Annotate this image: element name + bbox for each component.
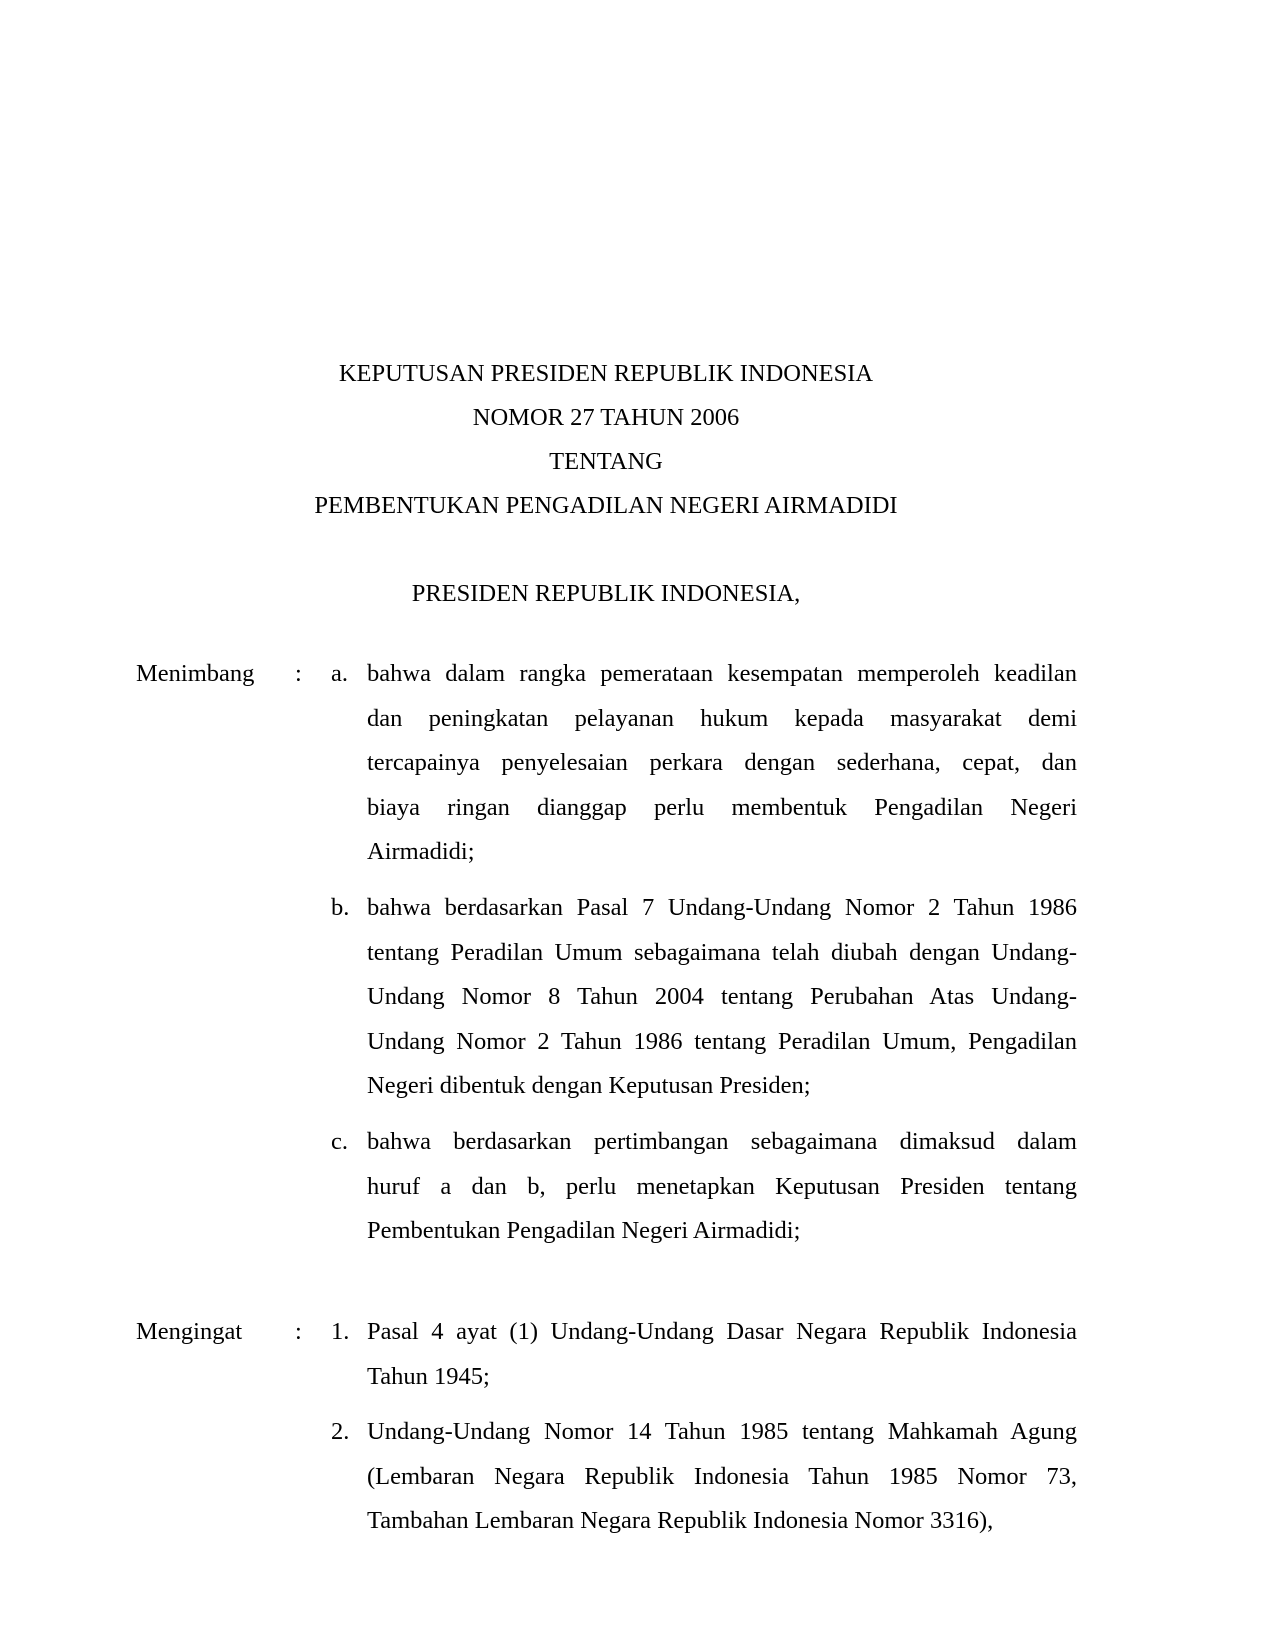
paragraph-line: Tambahan Lembaran Negara Republik Indonesia Nomor 3316), — [367, 1507, 994, 1534]
decree-tentang: TENTANG — [549, 448, 663, 475]
decree-title: KEPUTUSAN PRESIDEN REPUBLIK INDONESIA — [338, 360, 874, 387]
decree-number: NOMOR 27 TAHUN 2006 — [472, 404, 740, 431]
menimbang-item-marker: c. — [331, 1128, 348, 1155]
menimbang-label: Menimbang — [136, 660, 255, 687]
menimbang-item-marker: a. — [331, 660, 348, 687]
mengingat-label: Mengingat — [136, 1318, 243, 1345]
paragraph-line: Undang Nomor 8 Tahun 2004 tentang Perubahan Atas Undang- — [367, 983, 1077, 1010]
menimbang-item-paragraph — [367, 652, 1077, 875]
paragraph-line: Negeri dibentuk dengan Keputusan Presiden; — [367, 1072, 811, 1099]
paragraph-line: Pembentukan Pengadilan Negeri Airmadidi; — [367, 1217, 801, 1244]
mengingat-item-paragraph — [367, 1410, 1077, 1544]
mengingat-colon: : — [295, 1318, 302, 1345]
paragraph-line: biaya ringan dianggap perlu membentuk Pengadilan Negeri — [367, 793, 1077, 821]
paragraph-line: Undang-Undang Nomor 14 Tahun 1985 tentang Mahkamah Agung — [367, 1418, 1077, 1445]
paragraph-line: bahwa dalam rangka pemerataan kesempatan memperoleh keadilan — [367, 660, 1077, 687]
paragraph-line: bahwa berdasarkan Pasal 7 Undang-Undang Nomor 2 Tahun 1986 — [367, 894, 1077, 921]
president-heading: PRESIDEN REPUBLIK INDONESIA, — [411, 580, 801, 607]
paragraph-line: bahwa berdasarkan pertimbangan sebagaimana dimaksud dalam — [367, 1128, 1077, 1155]
menimbang-colon: : — [295, 660, 302, 687]
paragraph-line: Undang Nomor 2 Tahun 1986 tentang Peradilan Umum, Pengadilan — [367, 1027, 1077, 1055]
mengingat-item-marker: 2. — [331, 1418, 350, 1445]
paragraph-line: Pasal 4 ayat (1) Undang-Undang Dasar Negara Republik Indonesia — [367, 1318, 1077, 1345]
mengingat-item-marker: 1. — [331, 1318, 350, 1345]
paragraph-line: dan peningkatan pelayanan hukum kepada masyarakat demi — [367, 704, 1077, 732]
paragraph-line: tentang Peradilan Umum sebagaimana telah diubah dengan Undang- — [367, 938, 1077, 966]
paragraph-line: Tahun 1945; — [367, 1362, 490, 1390]
mengingat-item-paragraph — [367, 1310, 1077, 1399]
menimbang-item-paragraph — [367, 886, 1077, 1109]
paragraph-line: huruf a dan b, perlu menetapkan Keputusan Presiden tentang — [367, 1172, 1077, 1200]
paragraph-line: Airmadidi; — [367, 838, 475, 865]
paragraph-line: (Lembaran Negara Republik Indonesia Tahun 1985 Nomor 73, — [367, 1462, 1077, 1490]
menimbang-item-paragraph — [367, 1120, 1077, 1254]
decree-subject: PEMBENTUKAN PENGADILAN NEGERI AIRMADIDI — [314, 492, 898, 519]
menimbang-item-marker: b. — [331, 894, 350, 921]
paragraph-line: tercapainya penyelesaian perkara dengan sederhana, cepat, dan — [367, 749, 1077, 776]
